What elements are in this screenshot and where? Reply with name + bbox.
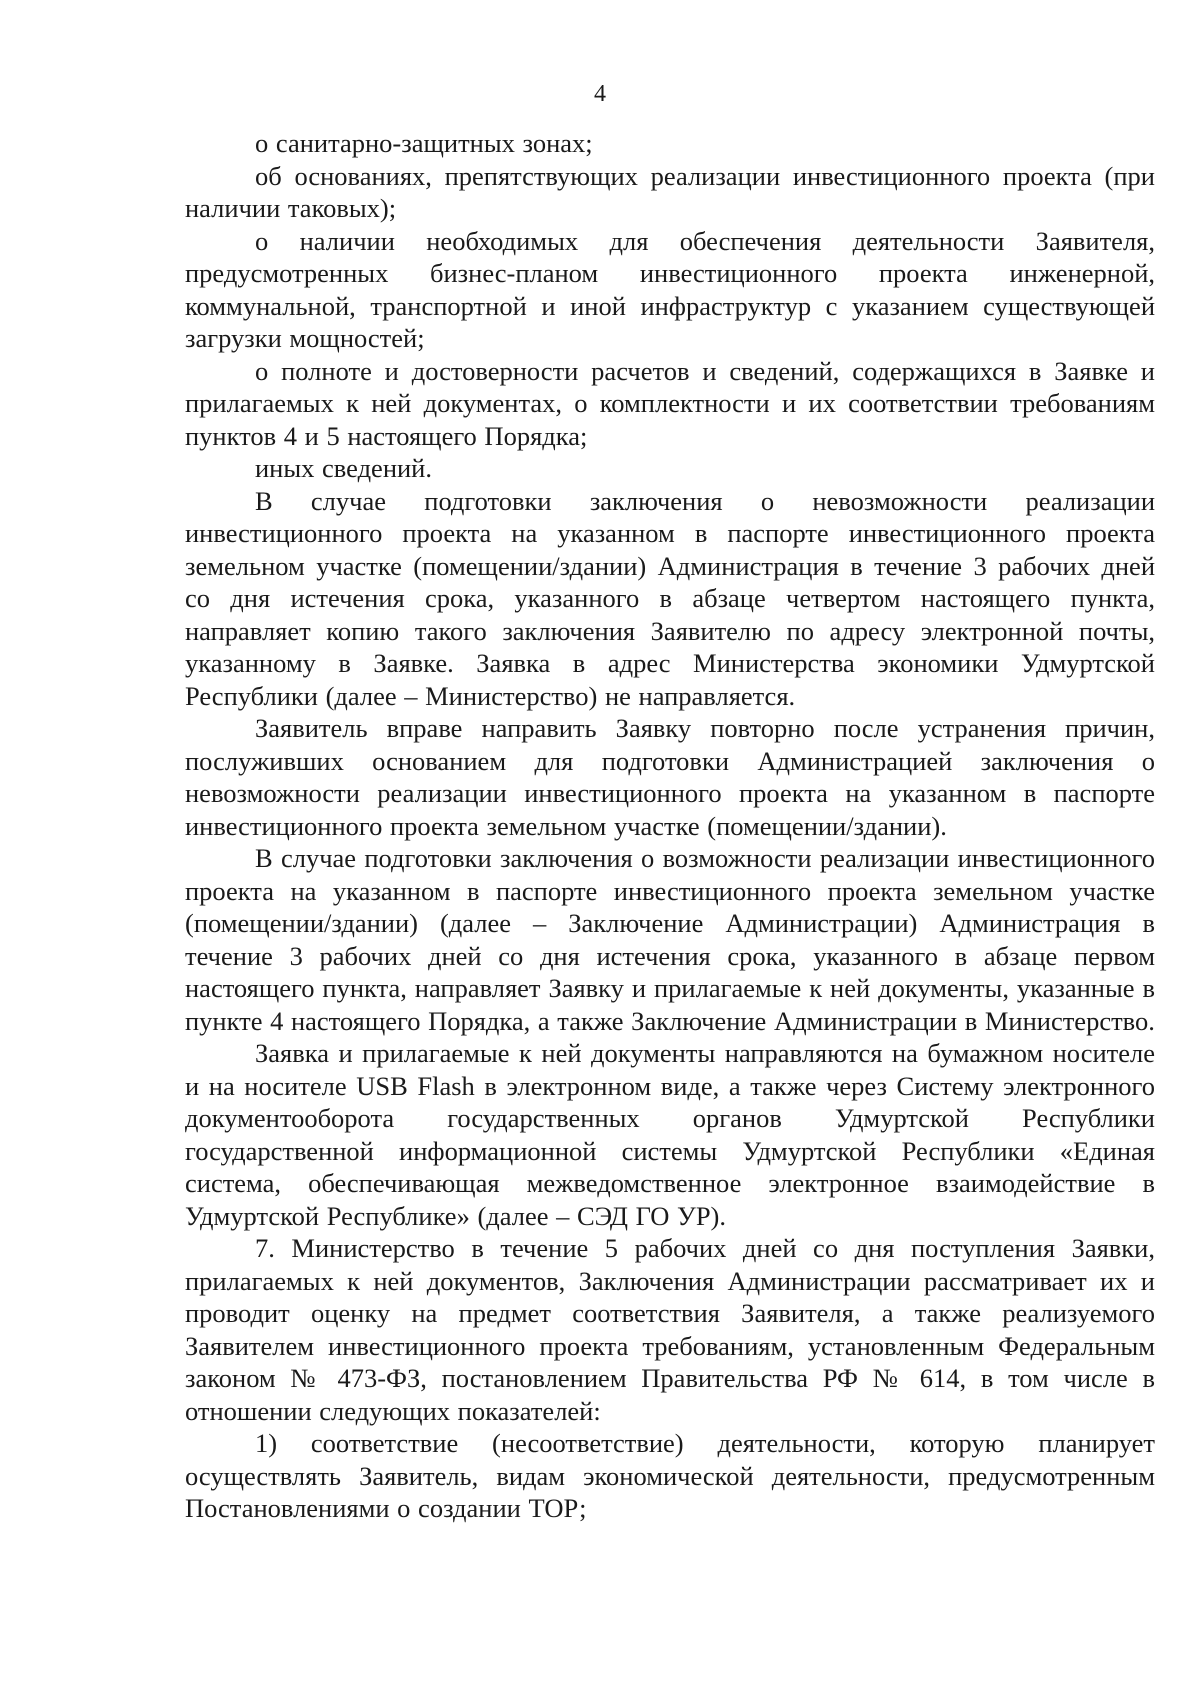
paragraph: о санитарно-защитных зонах; xyxy=(255,128,593,158)
paragraph: иных сведений. xyxy=(255,453,432,483)
paragraph: о наличии необходимых для обеспечения деятельности Заявителя, предусмотренных бизнес-планом инвестиционного проекта инженерной, коммунальной, транспортной и иной инфраструктур с указанием существующей загрузки мощностей; xyxy=(185,225,1155,353)
paragraph: Заявитель вправе направить Заявку повторно после устранения причин, послуживших основанием для подготовки Администрацией заключения о невозможности реализации инвестиционного проекта на указанном в паспорте инвестиционного проекта земельном участке (помещении/здании). xyxy=(185,713,1155,841)
paragraph: В случае подготовки заключения о возможности реализации инвестиционного проекта на указанном в паспорте инвестиционного проекта земельном участке (помещении/здании) (далее – Заключение Администрации) Администрация в течение 3 рабочих дней со дня истечения срока, указанного в абзаце первом настоящего пункта, направляет Заявку и прилагаемые к ней документы, указанные в пункте 4 настоящего Порядка, а также Заключение Администрации в Министерство. xyxy=(185,843,1155,1036)
paragraph: Заявка и прилагаемые к ней документы направляются на бумажном носителе и на носителе USB Flash в электронном виде, а также через Систему электронного документооборота государственных органов Удмуртской Республики государственной информационной системы Удмуртской Республики «Единая система, обеспечивающая межведомственное электронное взаимодействие в Удмуртской Республике» (далее – СЭД ГО УР). xyxy=(185,1038,1155,1231)
paragraph: 7. Министерство в течение 5 рабочих дней со дня поступления Заявки, прилагаемых к ней документов, Заключения Администрации рассматривает их и проводит оценку на предмет соответствия Заявителя, а также реализуемого Заявителем инвестиционного проекта требованиям, установленным Федеральным законом № 473-ФЗ, постановлением Правительства РФ № 614, в том числе в отношении следующих показателей: xyxy=(185,1233,1155,1426)
paragraph: 1) соответствие (несоответствие) деятельности, которую планирует осуществлять Заявитель, видам экономической деятельности, предусмотренным Постановлениями о создании ТОР; xyxy=(185,1428,1155,1523)
document-body xyxy=(185,127,1155,1525)
paragraph: о полноте и достоверности расчетов и сведений, содержащихся в Заявке и прилагаемых к ней документах, о комплектности и их соответствии требованиям пунктов 4 и 5 настоящего Порядка; xyxy=(185,355,1155,451)
page-number: 4 xyxy=(594,81,606,107)
paragraph: В случае подготовки заключения о невозможности реализации инвестиционного проекта на указанном в паспорте инвестиционного проекта земельном участке (помещении/здании) Администрация в течение 3 рабочих дней со дня истечения срока, указанного в абзаце четвертом настоящего пункта, направляет копию такого заключения Заявителю по адресу электронной почты, указанному в Заявке. Заявка в адрес Министерства экономики Удмуртской Республики (далее – Министерство) не направляется. xyxy=(185,485,1155,711)
paragraph: об основаниях, препятствующих реализации инвестиционного проекта (при наличии таковых); xyxy=(185,160,1155,223)
